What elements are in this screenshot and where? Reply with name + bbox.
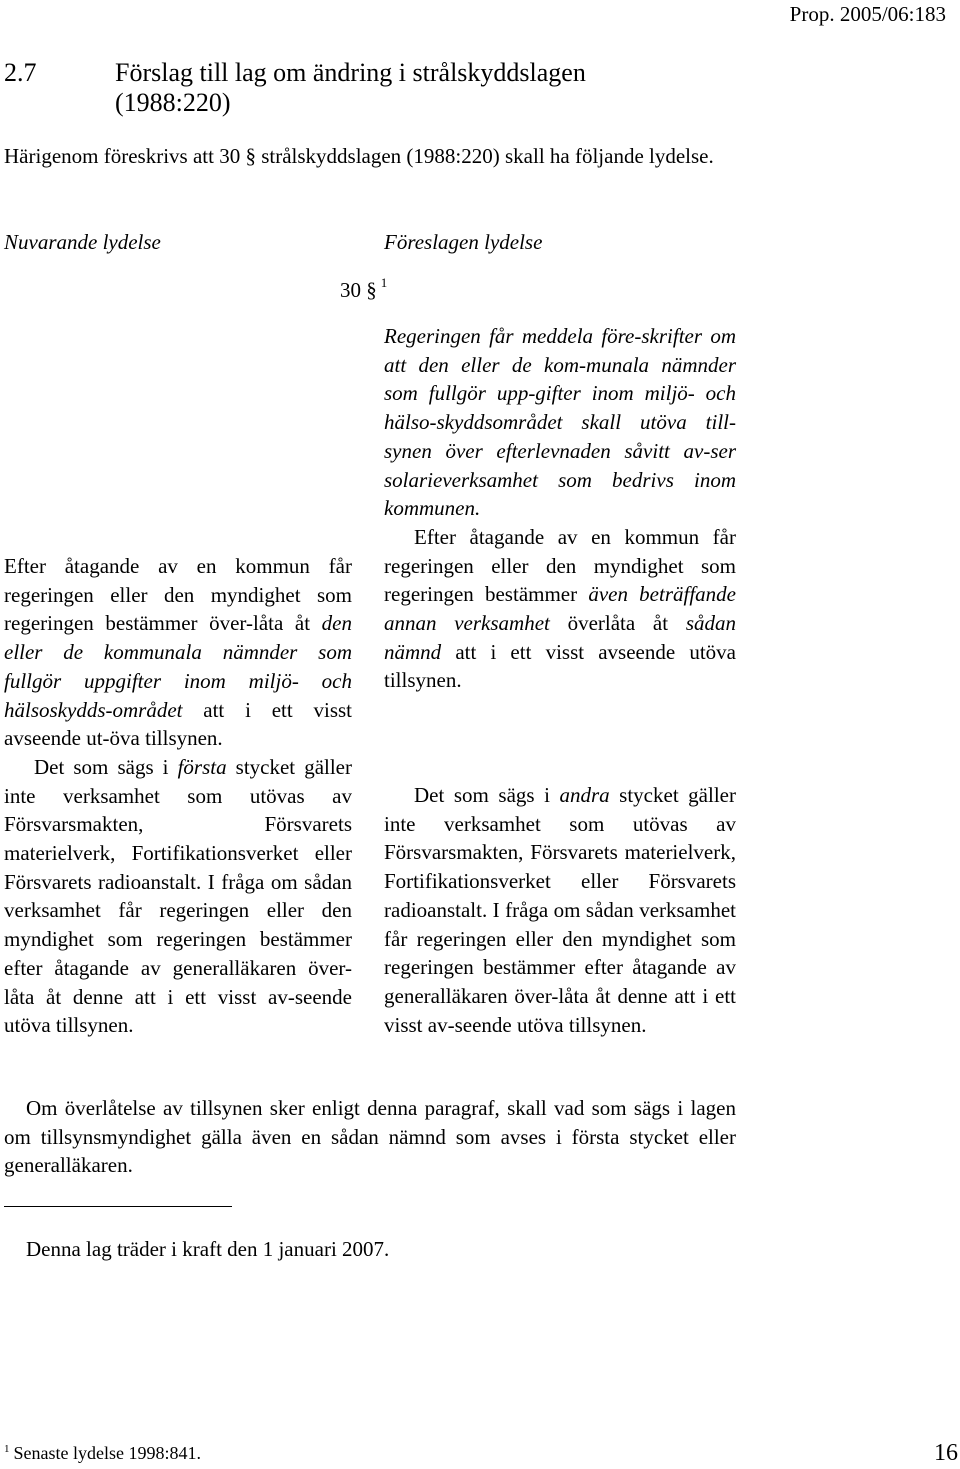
section-number: 2.7 (4, 58, 37, 87)
full-width-paragraph: Om överlåtelse av tillsynen sker enligt denna paragraf, skall vad som sägs i lagen om tillsynsmyndighet gälla även en sådan nämnd som avses i första stycket eller generalläkaren. (4, 1096, 736, 1178)
footnote-divider (4, 1206, 232, 1207)
proposed-paragraph-2: Det som sägs i andra stycket gäller inte verksamhet som utövas av Försvarsmakten, Försvarets materielverk, Fortifikationsverket eller Försvarets radioanstalt. I fråga om sådan verksamhet får regeringen eller den myndighet som regeringen bestämmer efter åtagande av generalläkaren över-låta åt denne att i ett visst av-seende utöva tillsynen. (384, 783, 736, 1037)
paragraph-label (340, 275, 388, 303)
proposed-paragraph-new: Regeringen får meddela före-skrifter om att den eller de kom-munala nämnder som fullgör upp-gifter inom miljö- och hälso-skyddsområdet skall utöva till-synen över efterlevnaden såvitt av-ser solarieverksamhet som bedrivs inom kommunen. (384, 324, 736, 521)
section-title: Förslag till lag om ändring i strålskyddslagen (1988:220) (115, 58, 586, 117)
current-text-column (4, 552, 352, 1040)
proposed-paragraph-1: Efter åtagande av en kommun får regeringen eller den myndighet som regeringen bestämmer även beträffande annan verksamhet överlåta åt sådan nämnd att i ett visst avseende utöva tillsynen. (384, 524, 736, 693)
page-number: 16 (934, 1440, 958, 1466)
proposed-text-column (384, 322, 736, 695)
proposed-wording-heading: Föreslagen lydelse (384, 230, 543, 254)
paragraph-number: 30 § (340, 278, 377, 302)
footnote (4, 1443, 201, 1464)
proposed-text-column-2 (384, 781, 736, 1039)
footnote-text: Senaste lydelse 1998:841. (13, 1443, 201, 1463)
footnote-number: 1 (4, 1443, 10, 1455)
intro-text: Härigenom föreskrivs att 30 § strålskyddslagen (1988:220) skall ha följande lydelse. (4, 144, 714, 168)
current-wording-heading: Nuvarande lydelse (4, 230, 161, 254)
effective-date-text: Denna lag träder i kraft den 1 januari 2007. (26, 1237, 390, 1261)
current-paragraph-2: Det som sägs i första stycket gäller inte verksamhet som utövas av Försvarsmakten, Försvarets materielverk, Fortifikationsverket eller Försvarets radioanstalt. I fråga om sådan verksamhet får regeringen eller den myndighet som regeringen bestämmer efter åtagande av generalläkaren över-låta åt denne att i ett visst av-seende utöva tillsynen. (4, 754, 353, 1038)
footnote-ref: 1 (380, 275, 388, 290)
current-paragraph-1: Efter åtagande av en kommun får regeringen eller den myndighet som regeringen bestämmer över-låta åt den eller de kommunala nämnder som fullgör uppgifter inom miljö- och hälsoskydds-området att i ett visst avseende ut-öva tillsynen. (4, 554, 352, 751)
document-reference: Prop. 2005/06:183 (789, 2, 946, 26)
